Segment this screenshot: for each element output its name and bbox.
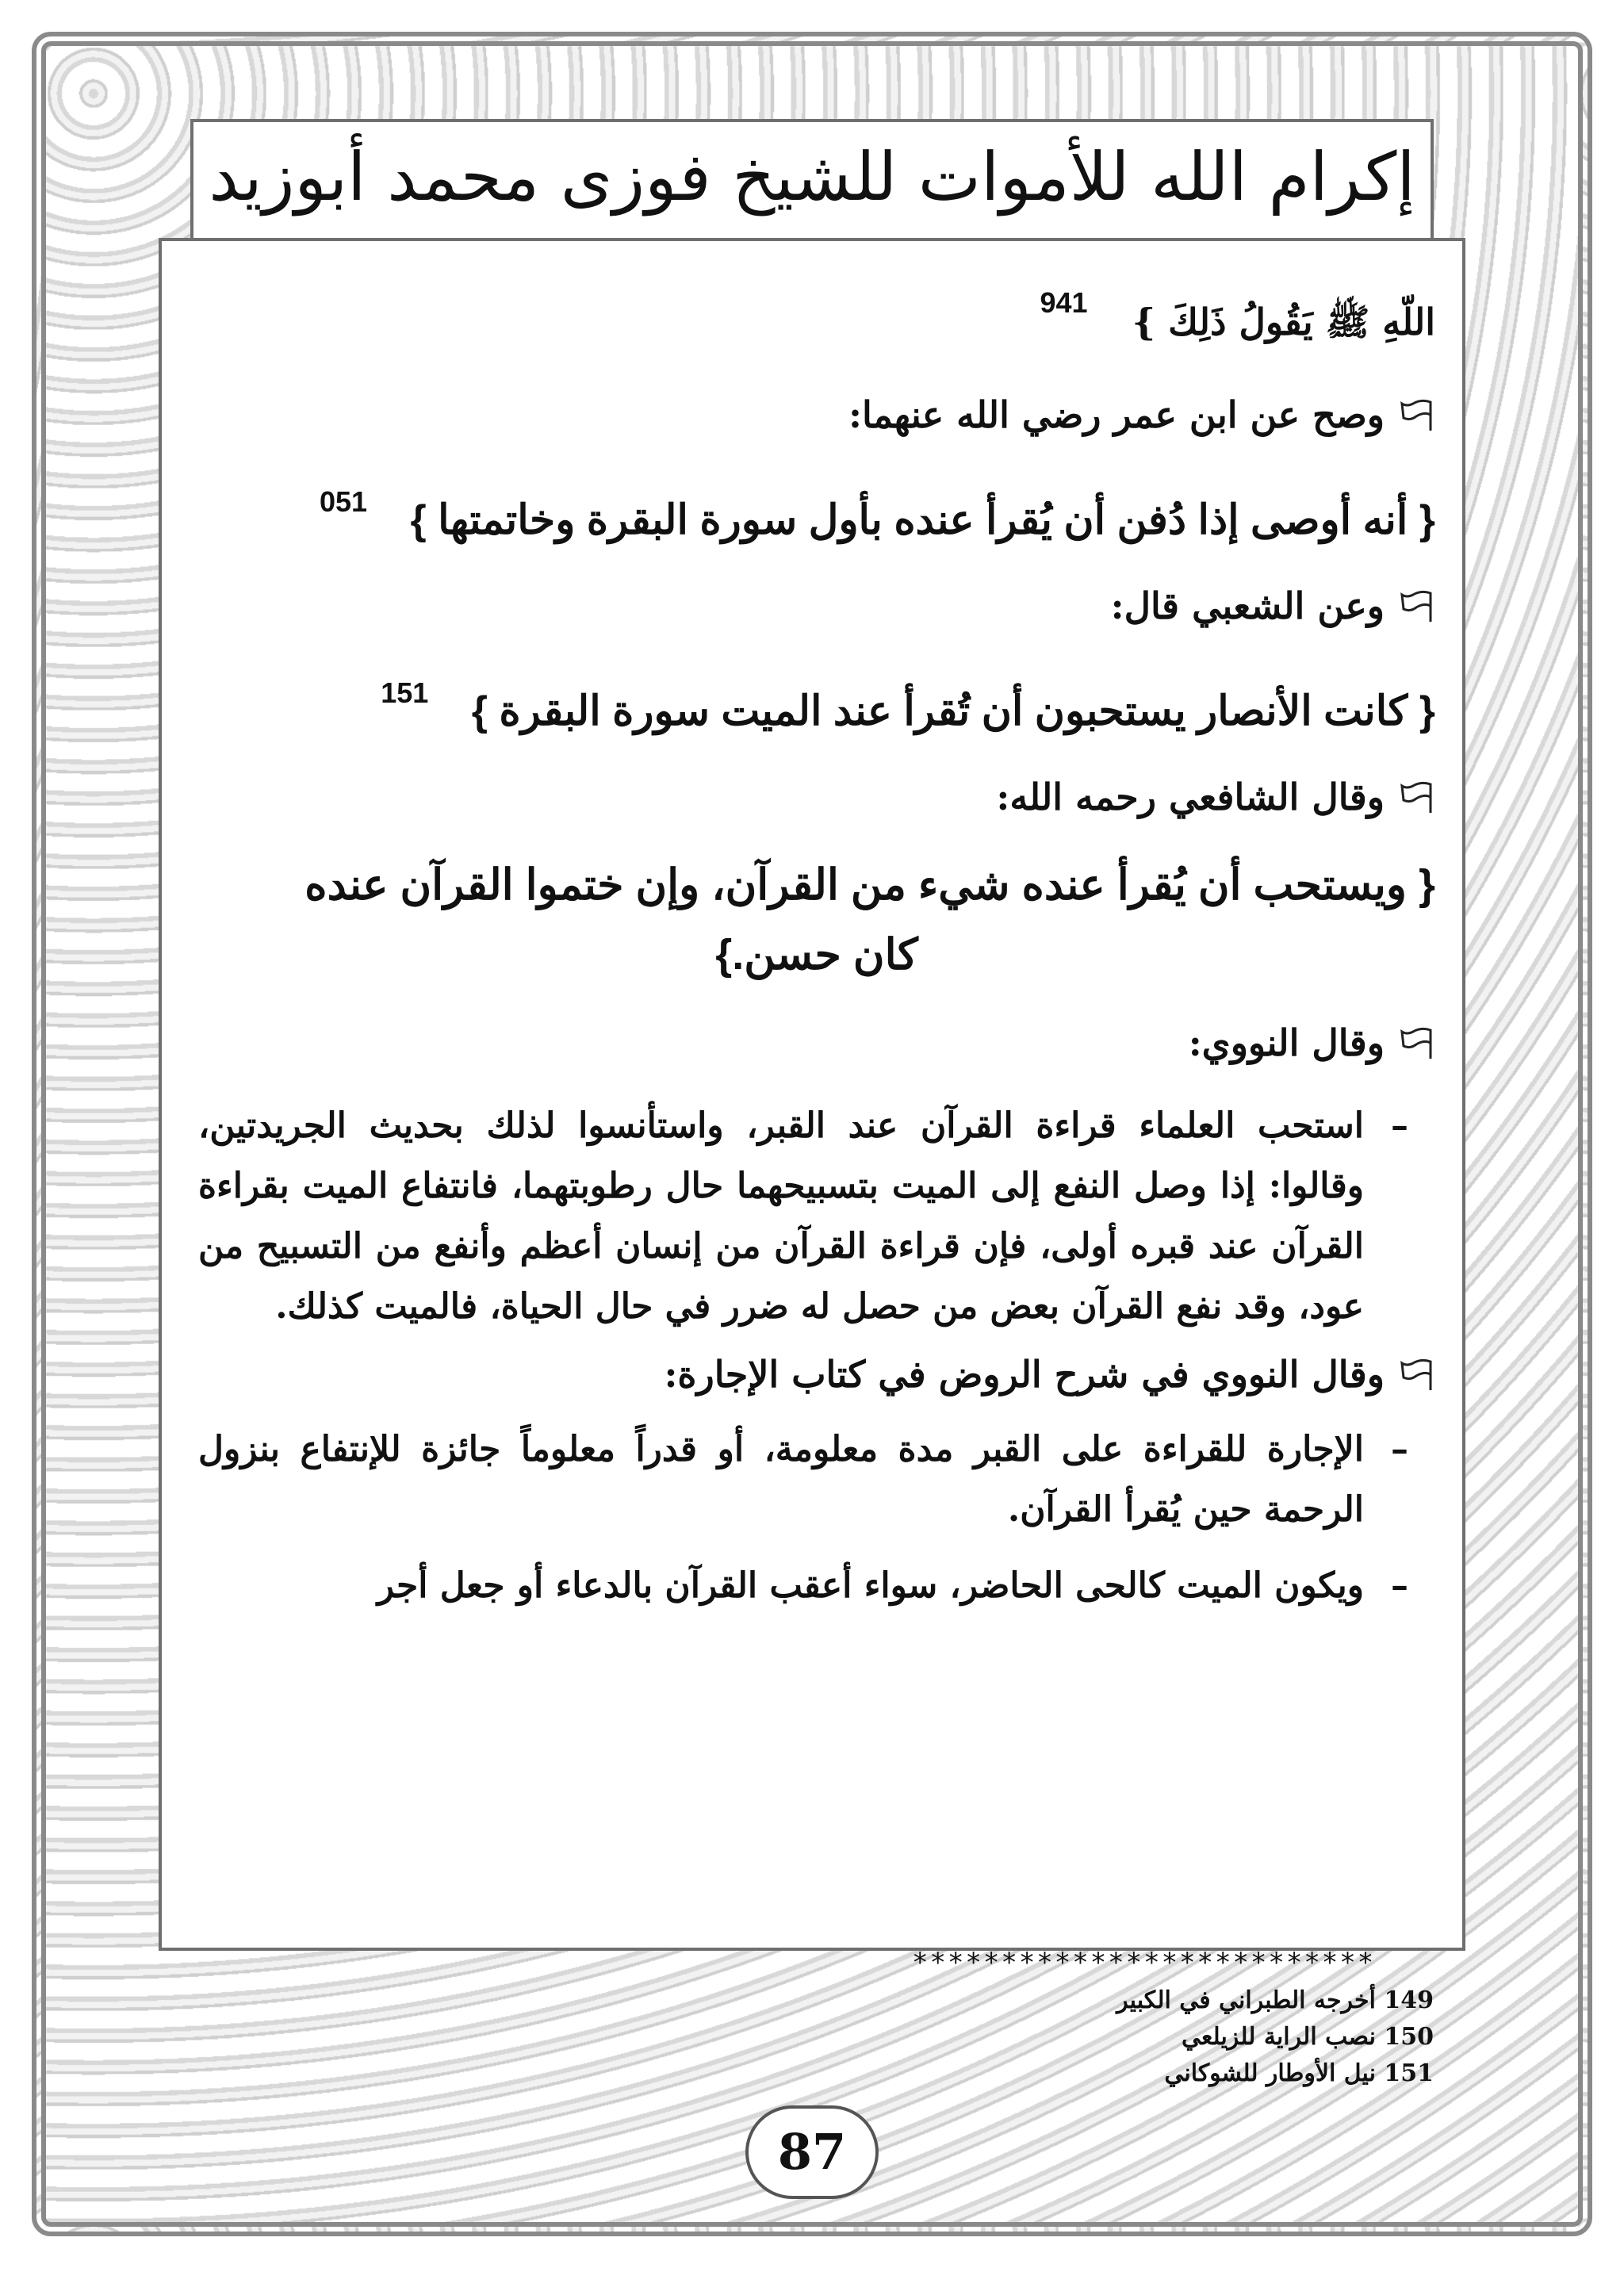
paragraph-nawawi xyxy=(198,1096,1435,1337)
page-number-box xyxy=(745,2105,879,2199)
quote-ibn-umar xyxy=(198,485,1435,553)
quote-line-2: كان حسن.} xyxy=(715,931,918,979)
dash-mark: – xyxy=(1391,1565,1408,1606)
section-intro-text: وعن الشعبي قال: xyxy=(1110,584,1385,627)
paragraph-text: الإجارة للقراءة على القبر مدة معلومة، أو قدراً معلوماً جائزة للإنتفاع بنزول الرحمة حين يُقرأ القرآن. xyxy=(198,1429,1364,1530)
footnote-item: 151 نيل الأوطار للشوكاني xyxy=(1164,2059,1434,2087)
section-intro-text: وصح عن ابن عمر رضي الله عنهما: xyxy=(848,393,1385,436)
flag-icon xyxy=(1399,780,1435,814)
section-intro-nawawi-ijara xyxy=(198,1353,1435,1396)
footnote-ref-151: 151 xyxy=(381,676,429,709)
footnote-item: 149 أخرجه الطبراني في الكبير xyxy=(1116,1986,1434,2014)
quote-text: { كانت الأنصار يستحبون أن تُقرأ عند الميت سورة البقرة } xyxy=(471,688,1435,734)
section-intro-ibn-umar xyxy=(198,393,1435,436)
paragraph-ijara xyxy=(198,1419,1435,1540)
flag-icon xyxy=(1399,1358,1435,1391)
section-intro-text: وقال النووي في شرح الروض في كتاب الإجارة: xyxy=(664,1353,1385,1396)
quote-shafii xyxy=(198,850,1435,990)
footnote-ref-149: 941 xyxy=(1040,286,1088,319)
section-intro-text: وقال الشافعي رحمه الله: xyxy=(996,776,1385,818)
main-content xyxy=(198,286,1435,1632)
quote-line-1: { ويستحب أن يُقرأ عنده شيء من القرآن، وإن ختموا القرآن عنده xyxy=(304,861,1435,909)
footnote-separator: ************************** xyxy=(912,1947,1376,1979)
section-intro-shabi xyxy=(198,584,1435,627)
paragraph-text: ويكون الميت كالحى الحاضر، سواء أعقب القرآن بالدعاء أو جعل أجر xyxy=(377,1565,1364,1606)
header-box xyxy=(190,119,1434,254)
top-line xyxy=(198,286,1435,354)
section-intro-shafii xyxy=(198,776,1435,818)
flag-icon xyxy=(1399,398,1435,431)
paragraph-text: استحب العلماء قراءة القرآن عند القبر، واستأنسوا لذلك بحديث الجريدتين، وقالوا: إذا وصل النفع إلى الميت بتسبيحهما حال رطوبتهما، فانتفاع الميت بقراءة القرآن عند قبره أولى، فإن قراءة القرآن من إنسان أعظم وأنفع من التسبيح من عود، وقد نفع القرآن بعض من حصل له ضرر في حال الحياة، فالميت كذلك. xyxy=(198,1105,1364,1327)
flag-icon xyxy=(1399,589,1435,623)
footnote-item: 150 نصب الراية للزيلعي xyxy=(1182,2023,1434,2051)
dash-mark: – xyxy=(1391,1429,1408,1469)
section-intro-text: وقال النووي: xyxy=(1188,1021,1385,1064)
page-number: 87 xyxy=(777,2123,847,2181)
footnote-ref-150: 051 xyxy=(319,485,368,518)
quote-shabi xyxy=(198,676,1435,744)
paragraph-continued xyxy=(198,1556,1435,1616)
page-header-title: إكرام الله للأموات للشيخ فوزى محمد أبوزيد xyxy=(209,138,1415,216)
top-line-text: اللّهِ ﷺ يَقُولُ ذَلِكَ } xyxy=(1132,301,1435,343)
section-intro-nawawi xyxy=(198,1021,1435,1064)
dash-mark: – xyxy=(1391,1105,1408,1146)
flag-icon xyxy=(1399,1026,1435,1059)
quote-text: { أنه أوصى إذا دُفن أن يُقرأ عنده بأول سورة البقرة وخاتمتها } xyxy=(410,497,1435,543)
footnotes xyxy=(1116,1983,1434,2092)
